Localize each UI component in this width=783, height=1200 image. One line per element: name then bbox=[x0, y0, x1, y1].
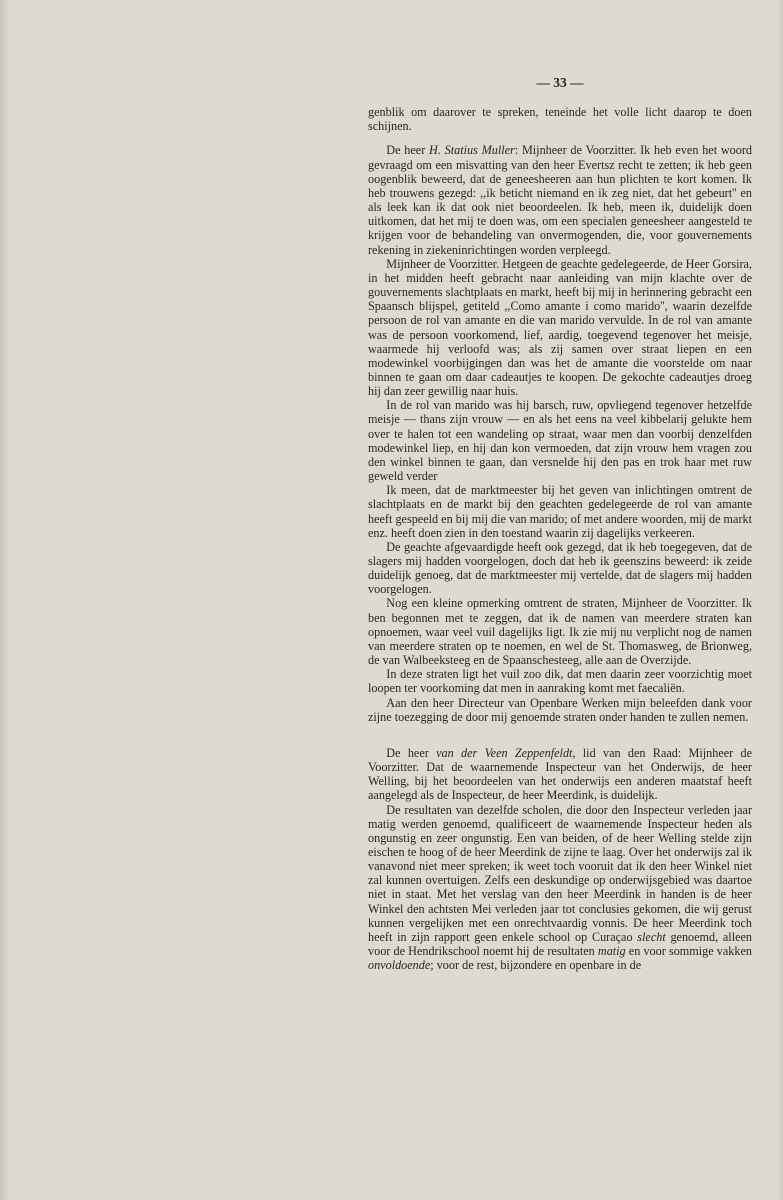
emphasis-word: matig bbox=[597, 944, 626, 959]
scan-left-shadow bbox=[0, 0, 10, 1200]
speaker-name: H. Statius Muller bbox=[429, 143, 515, 158]
paragraph-continuation: genblik om daarover te spreken, teneinde het volle licht daarop te doen schijnen. bbox=[368, 105, 752, 134]
speaker-name: van der Veen Zeppenfeldt bbox=[436, 745, 573, 760]
scan-right-shadow bbox=[777, 0, 783, 1200]
paragraph-straten: Nog een kleine opmerking omtrent de straten, Mijnheer de Voorzitter. Ik ben begonnen met te zeggen, dat ik de namen van meerdere straten kan opnoemen, waar veel vuil dagelijks ligt. Ik zie mij nu verplicht nog de namen van meerdere straten op te noemen, en wel de St. Thomasweg, de Brionweg, de van Walbeeksteeg en de Spaanschesteeg, alle aan de Overzijde. bbox=[368, 596, 752, 668]
document-page bbox=[368, 76, 752, 972]
page-number: — 33 — bbox=[536, 75, 584, 90]
emphasis-word: slecht bbox=[637, 929, 666, 944]
emphasis-word: onvoldoende bbox=[368, 958, 431, 973]
paragraph-marktmeester: Ik meen, dat de marktmeester bij het geven van inlichtingen omtrent de slachtplaats en de markt bij den geachten gedelegeerde de rol van amante heeft gespeeld en bij mij die van marido; of met andere woorden, mij de markt enz. heeft doen zien in den toestand waarin zij dagelijks verkeeren. bbox=[368, 483, 752, 540]
paragraph-resultaten: De resultaten van dezelfde scholen, die door den Inspecteur verleden jaar matig werden genoemd, qualificeert de waarnemende Inspecteur heden als ongunstig en zeer ongunstig. Een van beiden, of de heer Welling stelde zijn eischen te hoog of de heer Meerdink de zijne te laag. Over het onderwijs zal ik vanavond niet meer spreken; ik weet toch vooruit dat ik den heer Winkel niet zal kunnen overtuigen. Zelfs een deskundige op onderwijsgebied was daartoe niet in staat. Met het verslag van den heer Meerdink in handen is de heer Winkel den achtsten Mei verleden jaar tot conclusies gekomen, die wij gerust kunnen vergelijken met een onrechtvaardig vonnis. De heer Meerdink toch heeft in zijn rapport geen enkele school op Curaçao slecht genoemd, alleen voor de Hendrikschool noemt hij de resultaten matig en voor sommige vakken onvoldoende; voor de rest, bijzondere en openbare in de bbox=[368, 802, 752, 973]
paragraph-zeppenfeldt: De heer van der Veen Zeppenfeldt, lid van den Raad: Mijnheer de Voorzitter. Dat de waarnemende Inspecteur van het Onderwijs, de heer Welling, bij het beoordeelen van het onderwijs een anderen maatstaf heeft aangelegd als de Inspecteur, de heer Meerdink, is duidelijk. bbox=[368, 745, 753, 803]
paragraph-marido: In de rol van marido was hij barsch, ruw, opvliegend tegenover hetzelfde meisje — thans zijn vrouw — en als het eens na veel kibbelarij gelukte hem over te halen tot een wandeling op straat, waar men dan voorbij denzelfden modewinkel liep, en hij dan kon vermoeden, dat zijn vrouw hem vragen zou den winkel binnen te gaan, dan versnelde hij den pas en trok haar met ruw geweld verder bbox=[368, 398, 752, 484]
paragraph-vuil: In deze straten ligt het vuil zoo dik, dat men daarin zeer voorzichtig moet loopen ter voorkoming dat men in aanraking komt met faecaliën. bbox=[368, 667, 752, 696]
paragraph-slagers: De geachte afgevaardigde heeft ook gezegd, dat ik heb toegegeven, dat de slagers mij hadden voorgelogen, doch dat heb ik geenszins beweerd: ik zeide duidelijk genoeg, dat de marktmeester mij vertelde, dat de slagers mij hadden voorgelogen. bbox=[368, 539, 752, 597]
paragraph-gorsira: Mijnheer de Voorzitter. Hetgeen de geachte gedelegeerde, de Heer Gorsira, in het midden heeft gebracht naar aanleiding van mijn klachte over de gouvernements slachtplaats en markt, heeft bij mij in herinnering gebracht een Spaansch blijspel, getiteld ,,Como amante i como marido'', waarin dezelfde persoon de rol van amante en die van marido vervulde. In de rol van amante was de persoon voorkomend, lief, aardig, toegevend tegenover het meisje, waarmede hij verloofd was; als zij samen over straat liepen en een modewinkel voorbijgingen dan was het de amante die voorstelde om naar binnen te gaan om daar cadeautjes te koopen. De gekochte cadeautjes droeg hij dan zeer gewillig naar huis. bbox=[368, 256, 752, 399]
paragraph-statius-muller: De heer H. Statius Muller: Mijnheer de Voorzitter. Ik heb even het woord gevraagd om een misvatting van den heer Evertsz recht te zetten; ik heb geen oogenblik beweerd, dat de geneesheeren aan hun plichten te kort komen. Ik heb trouwens gezegd: ,,ik beticht niemand en ik zeg niet, dat het gebeurt'' en als leek kan ik dat ook niet beoordeelen. Ik heb, meen ik, duidelijk doen uitkomen, dat het mij te doen was, om een specialen geneesheer aangesteld te krijgen voor de behandeling van onvermogenden, die, voor gouvernements rekening in ziekeninrichtingen worden verpleegd. bbox=[368, 143, 753, 257]
paragraph-openbare-werken: Aan den heer Directeur van Openbare Werken mijn beleefden dank voor zijne toezegging de door mij genoemde straten onder handen te zullen nemen. bbox=[368, 695, 752, 724]
